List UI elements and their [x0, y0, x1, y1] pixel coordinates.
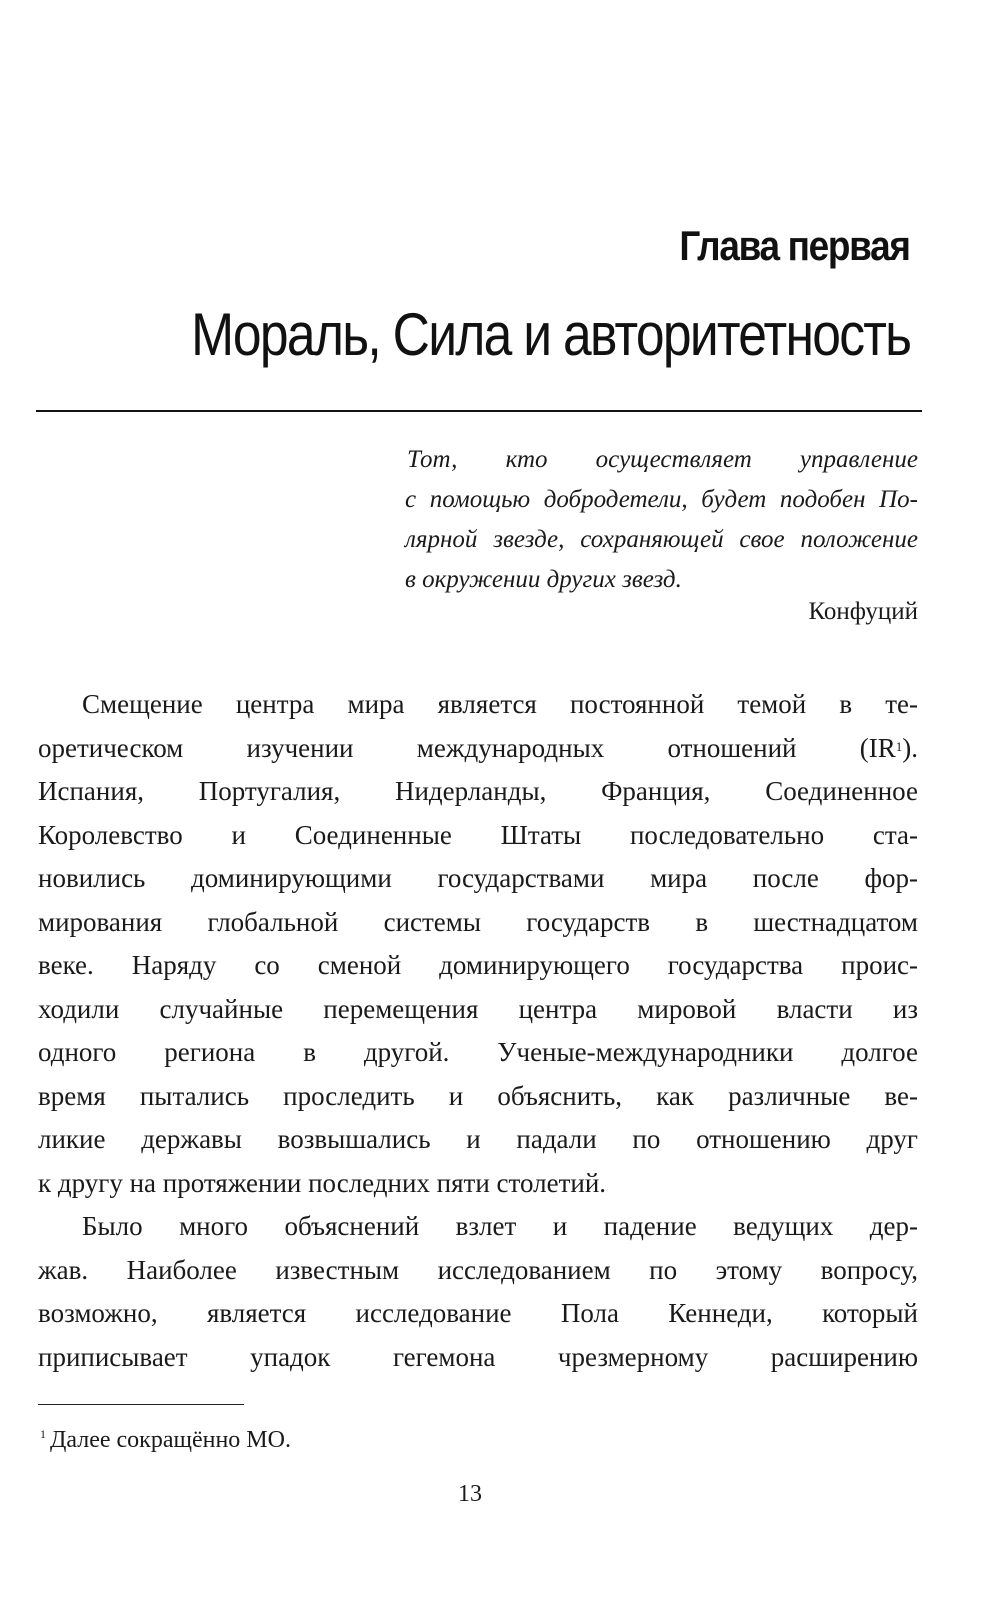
epigraph-line: с помощью добродетели, будет подобен По- [405, 486, 918, 513]
epigraph [405, 440, 918, 600]
body-line: время пытались проследить и объяснить, как различные ве- [38, 1080, 918, 1111]
body-line: жав. Наиболее известным исследованием по этому вопросу, [38, 1254, 918, 1285]
body-line: Королевство и Соединенные Штаты последовательно ста- [38, 819, 918, 850]
body-text [38, 683, 918, 1379]
body-line-suffix: ). [902, 732, 918, 763]
page-number: 13 [458, 1481, 482, 1507]
body-line-text: оретическом изучении международных отношений (IR [38, 732, 896, 763]
body-line: Было много объяснений взлет и падение ведущих дер- [82, 1211, 918, 1241]
body-line: одного региона в другой. Ученые-международники долгое [38, 1037, 918, 1067]
title-divider [36, 410, 922, 412]
footnote-divider [38, 1404, 244, 1405]
body-line: приписывает упадок гегемона чрезмерному расширению [38, 1341, 918, 1372]
body-line: возможно, является исследование Пола Кеннеди, который [38, 1298, 918, 1328]
body-line: ходили случайные перемещения центра мировой власти из [38, 993, 918, 1024]
epigraph-line: лярной звезде, сохраняющей свое положение [405, 526, 918, 553]
body-line: ликие державы возвышались и падали по отношению друг [38, 1124, 918, 1154]
body-line: мирования глобальной системы государств в шестнадцатом [38, 906, 918, 937]
footnote [40, 1427, 291, 1454]
epigraph-attribution: Конфуций [808, 598, 918, 625]
body-line: новились доминирующими государствами мира после фор- [38, 863, 918, 893]
body-line: к другу на протяжении последних пяти столетий. [38, 1167, 607, 1198]
body-line-with-footnote [38, 727, 918, 771]
epigraph-line: в окружении других звезд. [405, 566, 682, 593]
chapter-label: Глава первая [679, 222, 910, 269]
epigraph-line: Тот, кто осуществляет управление [407, 446, 918, 473]
footnote-reference[interactable]: 1 [895, 738, 903, 754]
footnote-marker: 1 [40, 1427, 46, 1441]
chapter-title: Мораль, Сила и авторитетность [190, 301, 910, 368]
body-line: веке. Наряду со сменой доминирующего государства проис- [38, 950, 918, 980]
body-line: Испания, Португалия, Нидерланды, Франция, Соединенное [38, 776, 918, 806]
body-line: Смещение центра мира является постоянной темой в те- [82, 689, 918, 719]
footnote-text: Далее сокращённо МО. [50, 1427, 291, 1453]
